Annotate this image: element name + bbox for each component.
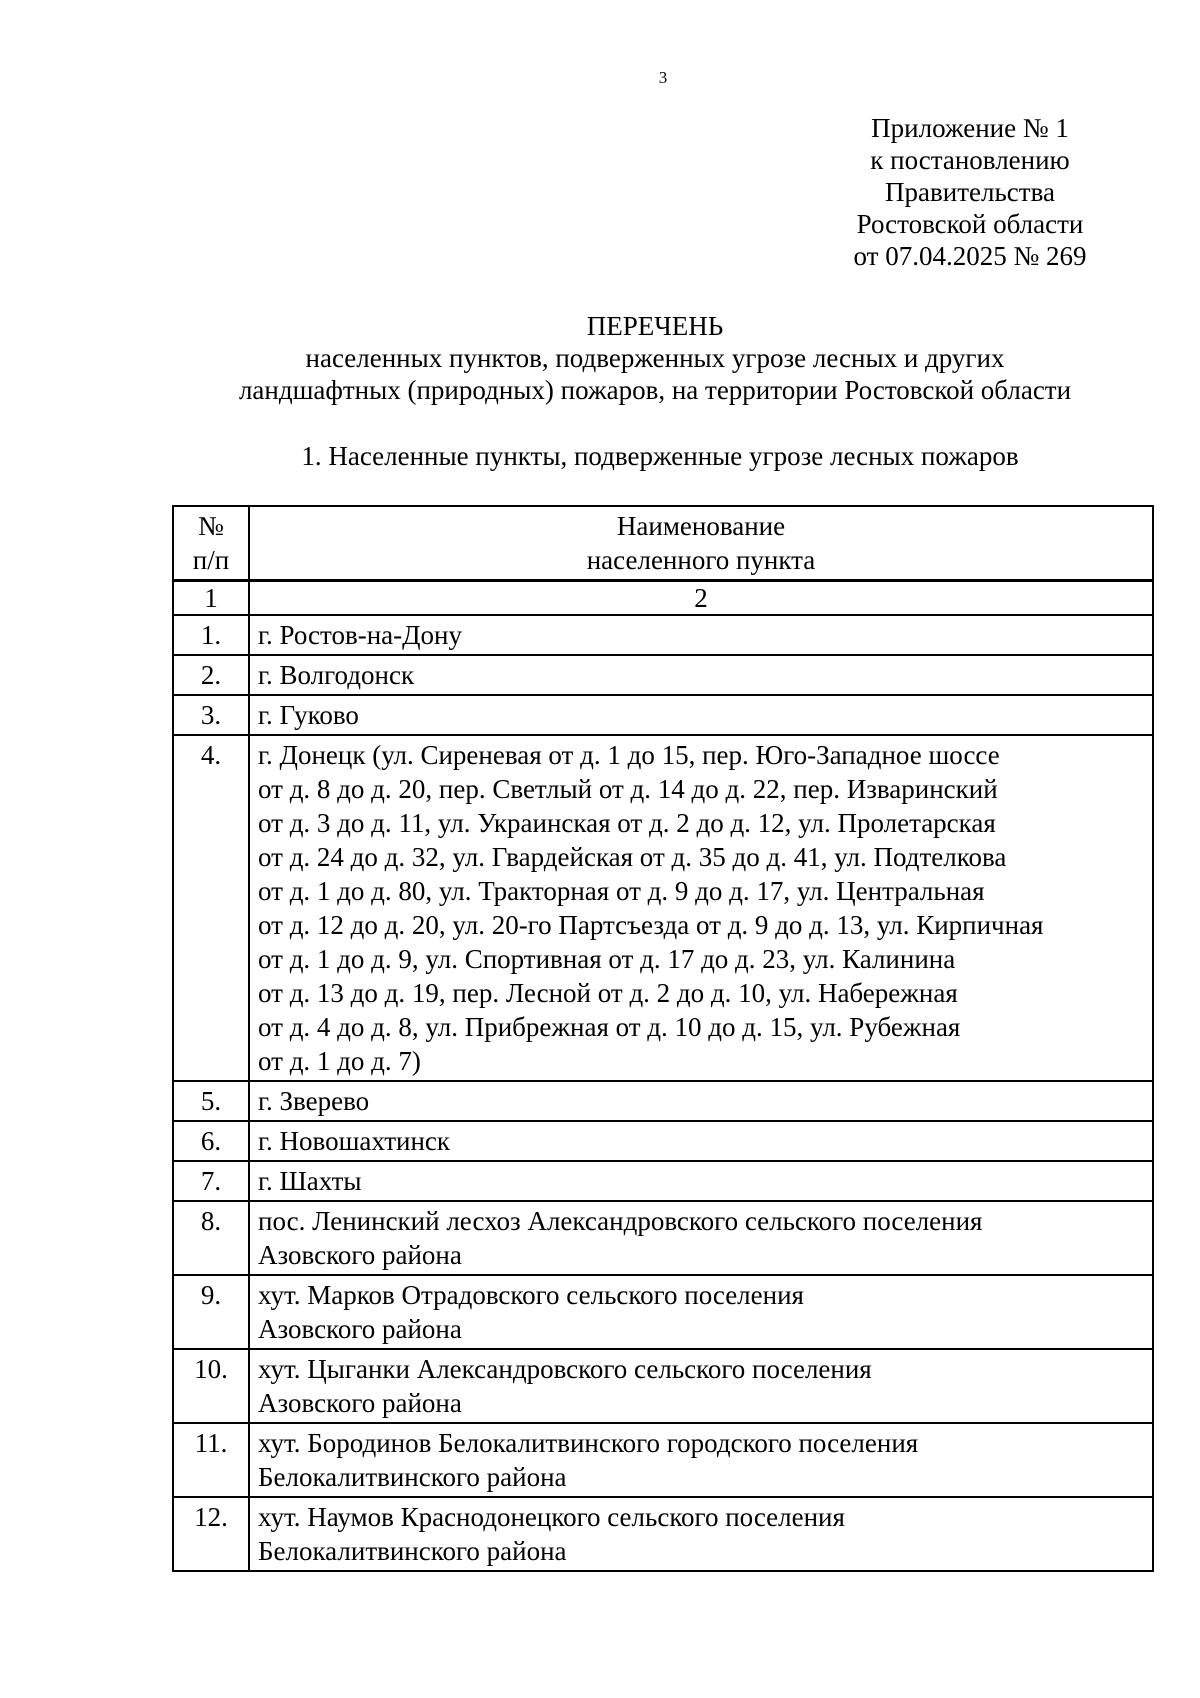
row-number-cell: 10. [173, 1349, 249, 1423]
settlement-name-line: от д. 24 до д. 32, ул. Гвардейская от д. 35 до д. 41, ул. Подтелкова [258, 842, 1007, 872]
settlement-name-line: хут. Цыганки Александровского сельского поселения [258, 1354, 872, 1384]
table-row [173, 1161, 1153, 1201]
row-number-cell: 9. [173, 1275, 249, 1349]
appendix-line: к постановлению [870, 145, 1070, 175]
page-number: 3 [658, 68, 668, 87]
appendix-block [820, 112, 1120, 272]
table-body [173, 581, 1153, 1572]
settlement-name-cell [249, 1497, 1153, 1571]
settlement-name-line: хут. Бородинов Белокалитвинского городского поселения [258, 1428, 919, 1458]
settlement-name-line: Белокалитвинского района [258, 1462, 567, 1492]
table-row [173, 1497, 1153, 1571]
row-number-cell: 6. [173, 1121, 249, 1161]
settlement-name-cell [249, 1201, 1153, 1275]
settlement-name-line: г. Ростов-на-Дону [258, 620, 463, 650]
settlement-name-line: г. Волгодонск [258, 660, 415, 690]
row-number-cell: 4. [173, 735, 249, 1081]
appendix-line: Правительства [885, 177, 1055, 207]
table-row [173, 1201, 1153, 1275]
settlement-name-cell [249, 695, 1153, 735]
table-row [173, 1081, 1153, 1121]
row-number-cell: 1. [173, 615, 249, 655]
settlement-name-line: от д. 13 до д. 19, пер. Лесной от д. 2 до д. 10, ул. Набережная [258, 978, 958, 1008]
settlement-name-line: пос. Ленинский лесхоз Александровского сельского поселения [258, 1206, 983, 1236]
settlement-name-line: Азовского района [258, 1388, 462, 1418]
row-number-cell: 2. [173, 655, 249, 695]
table-row [173, 655, 1153, 695]
title-subtitle-line: ландшафтных (природных) пожаров, на территории Ростовской области [238, 375, 1072, 405]
settlement-name-cell [249, 1349, 1153, 1423]
column-number-row [173, 581, 1153, 616]
document-title [200, 310, 1110, 406]
table-row [173, 1121, 1153, 1161]
settlement-name-cell [249, 655, 1153, 695]
settlement-name-line: г. Донецк (ул. Сиреневая от д. 1 до 15, пер. Юго-Западное шоссе [258, 740, 1000, 770]
settlement-name-line: Азовского района [258, 1240, 462, 1270]
settlement-name-line: г. Новошахтинск [258, 1126, 450, 1156]
table-row [173, 1275, 1153, 1349]
row-number-cell: 11. [173, 1423, 249, 1497]
settlement-name-line: Белокалитвинского района [258, 1536, 567, 1566]
settlement-name-cell [249, 1423, 1153, 1497]
table-row [173, 695, 1153, 735]
settlement-name-cell [249, 1081, 1153, 1121]
settlement-name-line: хут. Марков Отрадовского сельского поселения [258, 1280, 804, 1310]
settlement-name-cell [249, 1275, 1153, 1349]
header-name-cell [249, 506, 1153, 581]
settlement-name-cell [249, 1121, 1153, 1161]
settlement-name-line: от д. 8 до д. 20, пер. Светлый от д. 14 до д. 22, пер. Изваринский [258, 774, 998, 804]
appendix-line: Приложение № 1 [871, 113, 1069, 143]
settlement-name-line: от д. 12 до д. 20, ул. 20-го Партсъезда от д. 9 до д. 13, ул. Кирпичная [258, 910, 1044, 940]
section-heading: 1. Населенные пункты, подверженные угрозе лесных пожаров [301, 441, 1019, 471]
appendix-line: Ростовской области [856, 209, 1084, 239]
settlement-name-line: Азовского района [258, 1314, 462, 1344]
settlement-name-line: г. Гуково [258, 700, 359, 730]
header-num-line: п/п [192, 545, 230, 575]
table-row [173, 735, 1153, 1081]
settlement-name-cell [249, 735, 1153, 1081]
header-name-line: Наименование [616, 511, 786, 541]
header-num-line: № [198, 511, 224, 541]
table-row [173, 1423, 1153, 1497]
row-number-cell: 3. [173, 695, 249, 735]
appendix-line: от 07.04.2025 № 269 [853, 241, 1087, 271]
settlement-name-line: хут. Наумов Краснодонецкого сельского поселения [258, 1502, 845, 1532]
title-subtitle-line: населенных пунктов, подверженных угрозе лесных и других [305, 343, 1005, 373]
column-number-cell: 2 [249, 581, 1153, 616]
row-number-cell: 8. [173, 1201, 249, 1275]
settlement-name-line: г. Шахты [258, 1166, 362, 1196]
title-heading: ПЕРЕЧЕНЬ [586, 311, 724, 341]
settlements-table [172, 505, 1154, 1572]
settlement-name-line: от д. 4 до д. 8, ул. Прибрежная от д. 10 до д. 15, ул. Рубежная [258, 1012, 961, 1042]
table-header-row [173, 506, 1153, 581]
settlement-name-line: от д. 1 до д. 7) [258, 1046, 421, 1076]
settlement-name-cell [249, 615, 1153, 655]
header-num-cell [173, 506, 249, 581]
settlement-name-line: от д. 1 до д. 80, ул. Тракторная от д. 9 до д. 17, ул. Центральная [258, 876, 985, 906]
settlement-name-line: от д. 1 до д. 9, ул. Спортивная от д. 17 до д. 23, ул. Калинина [258, 944, 956, 974]
row-number-cell: 7. [173, 1161, 249, 1201]
table-row [173, 1349, 1153, 1423]
header-name-line: населенного пункта [586, 545, 816, 575]
row-number-cell: 5. [173, 1081, 249, 1121]
row-number-cell: 12. [173, 1497, 249, 1571]
settlement-name-line: от д. 3 до д. 11, ул. Украинская от д. 2 до д. 12, ул. Пролетарская [258, 808, 996, 838]
settlement-name-line: г. Зверево [258, 1086, 370, 1116]
table-row [173, 615, 1153, 655]
settlement-name-cell [249, 1161, 1153, 1201]
column-number-cell: 1 [173, 581, 249, 616]
